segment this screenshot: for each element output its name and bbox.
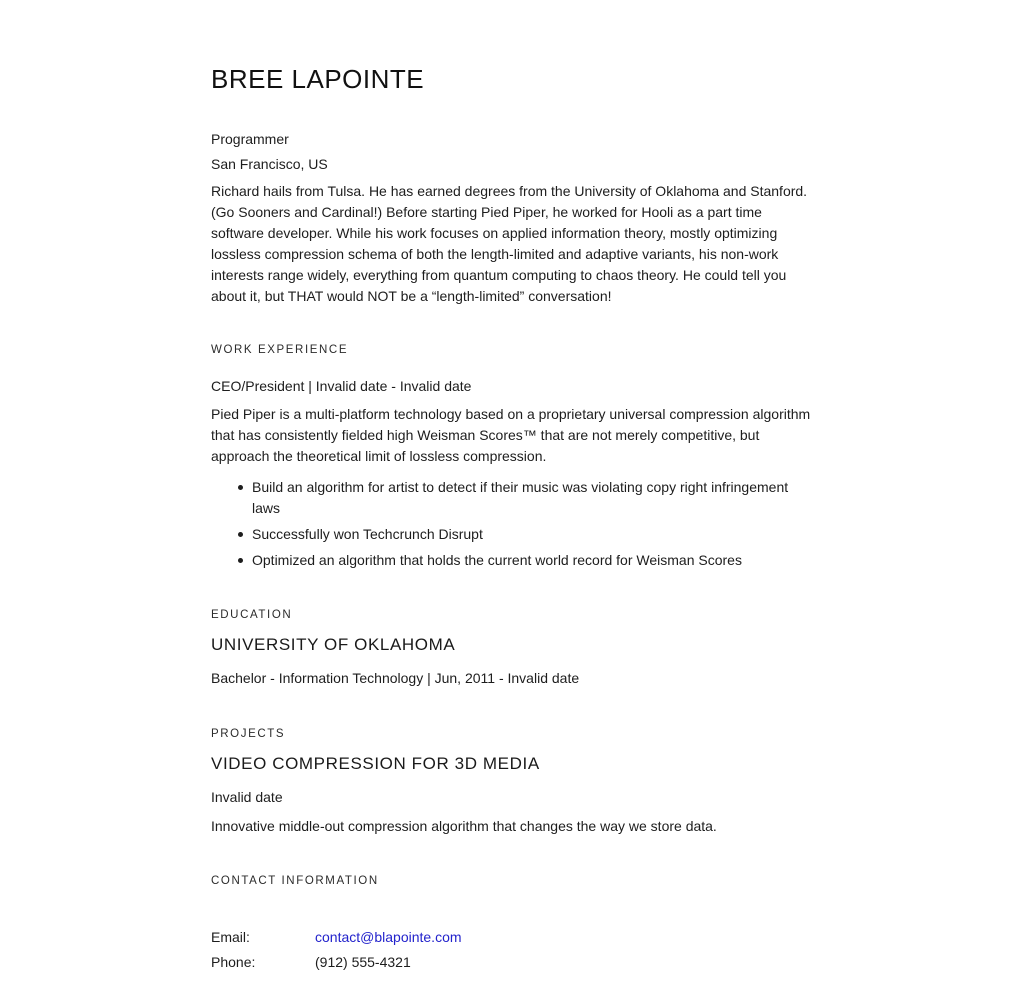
email-label: Email: (211, 929, 250, 945)
education-degree-line: Bachelor - Information Technology | Jun, 2011 - Invalid date (211, 670, 580, 686)
job-description: Pied Piper is a multi-platform technology based on a proprietary universal compression algorithm that has consistently fielded high Weisman Scores™ that are not merely competitive, but approach the theoretical limit of lossless compression. (211, 406, 811, 464)
email-value (315, 925, 462, 950)
education-section (211, 609, 813, 686)
work-experience-heading: WORK EXPERIENCE (211, 344, 349, 356)
project-date: Invalid date (211, 789, 283, 805)
contact-heading: CONTACT INFORMATION (211, 875, 379, 887)
job-bullet-list (211, 477, 813, 571)
resume-content (211, 64, 813, 975)
education-school: UNIVERSITY OF OKLAHOMA (211, 635, 456, 654)
project-description: Innovative middle-out compression algorithm that changes the way we store data. (211, 818, 717, 834)
job-bullet-item: Build an algorithm for artist to detect if their music was violating copy right infringement laws (238, 477, 813, 519)
contact-phone-row (211, 950, 813, 975)
contact-email-row (211, 925, 813, 950)
projects-section (211, 728, 813, 837)
phone-value: (912) 555-4321 (315, 954, 411, 970)
person-location: San Francisco, US (211, 156, 328, 172)
project-title: VIDEO COMPRESSION FOR 3D MEDIA (211, 754, 540, 773)
person-role: Programmer (211, 131, 289, 147)
email-link[interactable]: contact@blapointe.com (315, 929, 462, 945)
phone-label: Phone: (211, 954, 256, 970)
bio-paragraph: Richard hails from Tulsa. He has earned degrees from the University of Oklahoma and Stanford. (Go Sooners and Cardinal!) Before starting Pied Piper, he worked for Hooli as a part time software developer. While his work focuses on applied information theory, mostly optimizing lossless compression schema of both the length-limited and adaptive variants, his non-work interests range widely, everything from quantum computing to chaos theory. He could tell you about it, but THAT would NOT be a “length-limited” conversation! (211, 183, 808, 304)
job-title-line: CEO/President | Invalid date - Invalid date (211, 378, 472, 394)
job-bullet-item: Successfully won Techcrunch Disrupt (238, 524, 813, 545)
work-experience-section (211, 344, 813, 571)
job-bullet-item: Optimized an algorithm that holds the current world record for Weisman Scores (238, 550, 813, 571)
contact-section (211, 875, 813, 975)
projects-heading: PROJECTS (211, 728, 286, 740)
person-name: BREE LAPOINTE (211, 64, 425, 94)
education-heading: EDUCATION (211, 609, 293, 621)
